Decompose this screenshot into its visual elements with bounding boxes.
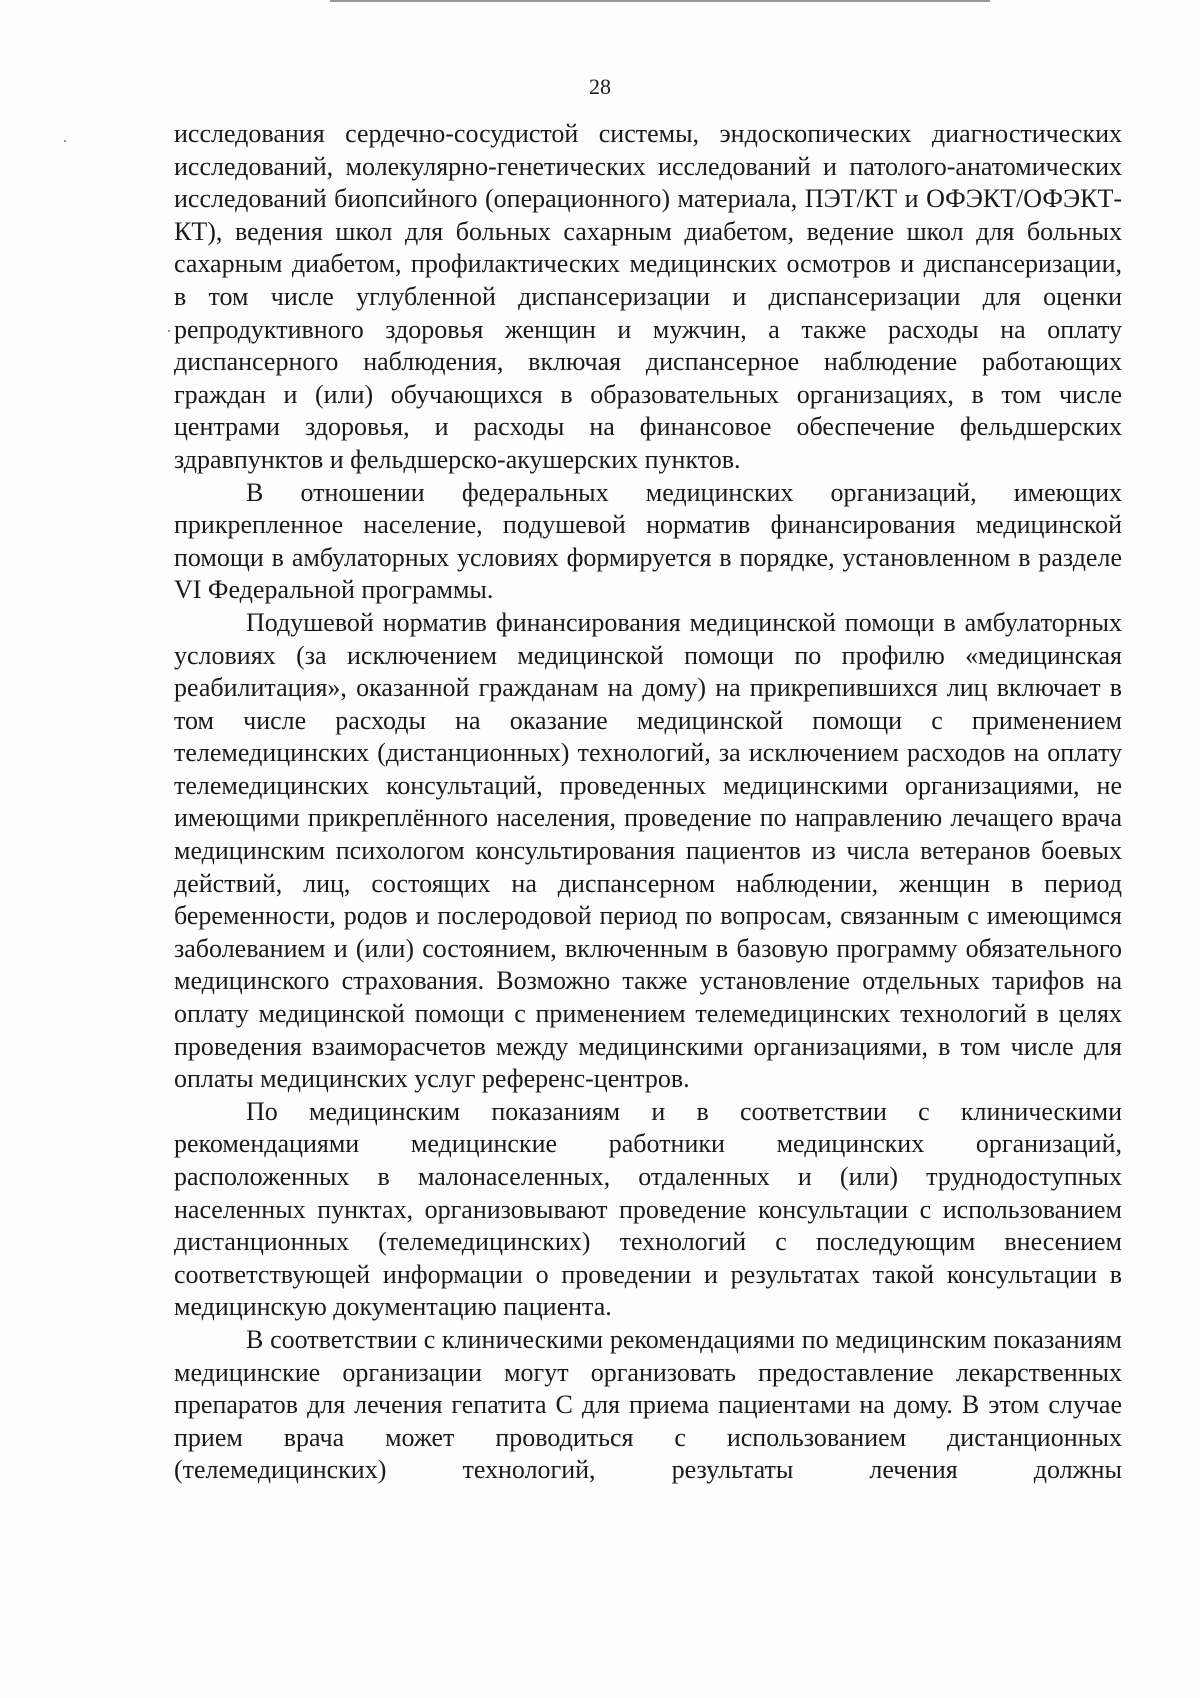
paragraph-3: Подушевой норматив финансирования медицинской помощи в амбулаторных условиях (за исключением медицинской помощи по профилю «медицинская реабилитация», оказанной гражданам на дому) на прикрепившихся лиц включает в том числе расходы на оказание медицинской помощи с применением телемедицинских (дистанционных) технологий, за исключением расходов на оплату телемедицинских консультаций, проведенных медицинскими организациями, не имеющими прикреплённого населения, проведение по направлению лечащего врача медицинским психологом консультирования пациентов из числа ветеранов боевых действий, лиц, состоящих на диспансерном наблюдении, женщин в период беременности, родов и послеродовой период по вопросам, связанным с имеющимся заболеванием и (или) состоянием, включенным в базовую программу обязательного медицинского страхования. Возможно также установление отдельных тарифов на оплату медицинской помощи с применением телемедицинских технологий в целях проведения взаиморасчетов между медицинскими организациями, в том числе для оплаты медицинских услуг референс-центров. bbox=[174, 607, 1122, 1094]
page-number: 28 bbox=[589, 74, 611, 99]
scan-speck bbox=[64, 140, 66, 142]
paragraph-4: По медицинским показаниям и в соответствии с клиническими рекомендациями медицинские работники медицинских организаций, расположенных в малонаселенных, отдаленных и (или) труднодоступных населенных пунктах, организовывают проведение консультации с использованием дистанционных (телемедицинских) технологий с последующим внесением соответствующей информации о проведении и результатах такой консультации в медицинскую документацию пациента. bbox=[174, 1096, 1122, 1322]
scan-top-edge bbox=[330, 0, 990, 2]
paragraph-1: исследования сердечно-сосудистой системы, эндоскопических диагностических исследований, молекулярно-генетических исследований и патолого-анатомических исследований биопсийного (операционного) материала, ПЭТ/КТ и ОФЭКТ/ОФЭКТ-КТ), ведения школ для больных сахарным диабетом, ведение школ для больных сахарным диабетом, профилактических медицинских осмотров и диспансеризации, в том числе углубленной диспансеризации и диспансеризации для оценки репродуктивного здоровья женщин и мужчин, а также расходы на оплату диспансерного наблюдения, включая диспансерное наблюдение работающих граждан и (или) обучающихся в образовательных организациях, в том числе центрами здоровья, и расходы на финансовое обеспечение фельдшерских здравпунктов и фельдшерско-акушерских пунктов. bbox=[174, 119, 1122, 474]
paragraph-2: В отношении федеральных медицинских организаций, имеющих прикрепленное население, подушевой норматив финансирования медицинской помощи в амбулаторных условиях формируется в порядке, установленном в разделе VI Федеральной программы. bbox=[174, 477, 1122, 605]
paragraph-5: В соответствии с клиническими рекомендациями по медицинским показаниям медицинские организации могут организовать предоставление лекарственных препаратов для лечения гепатита С для приема пациентами на дому. В этом случае прием врача может проводиться с использованием дистанционных (телемедицинских) технологий, результаты лечения должны bbox=[174, 1324, 1122, 1485]
document-body bbox=[174, 118, 1122, 1487]
scan-speck bbox=[168, 330, 170, 332]
